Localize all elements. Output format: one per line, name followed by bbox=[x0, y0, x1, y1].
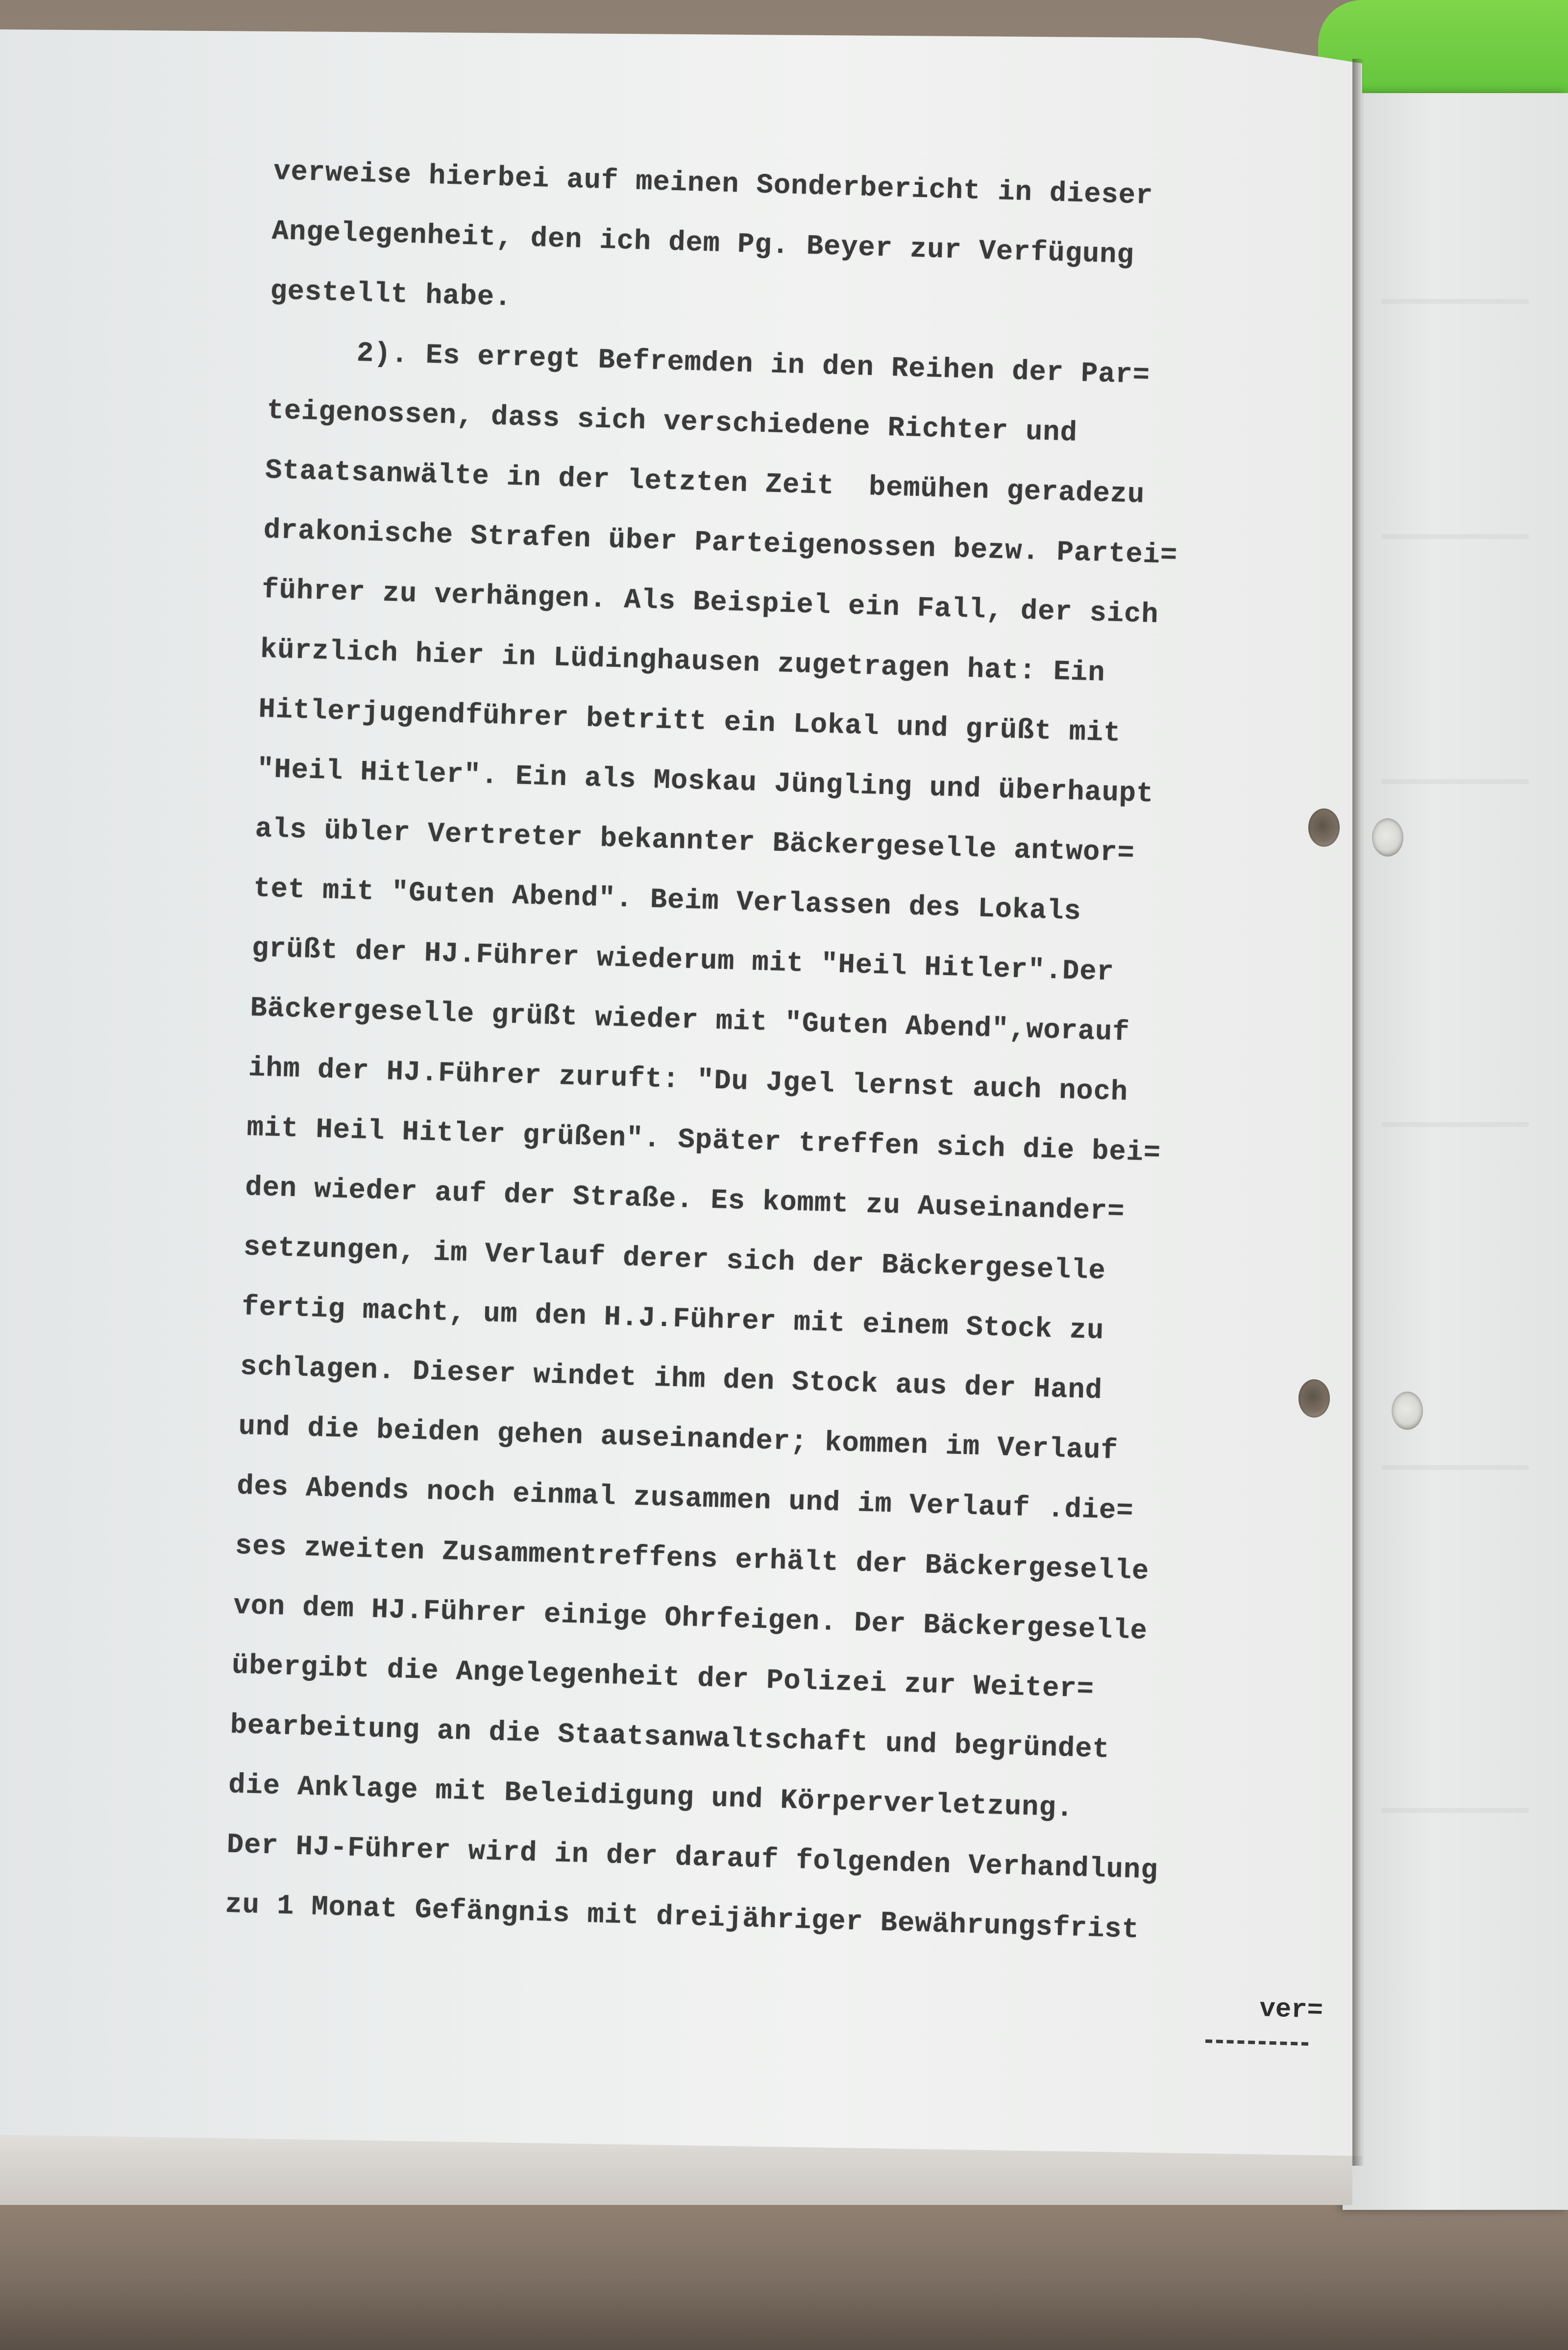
text-line: von dem HJ.Führer einige Ohrfeigen. Der Bäckergeselle bbox=[233, 1590, 1148, 1647]
text-line: führer zu verhängen. Als Beispiel ein Fall, der sich bbox=[261, 574, 1159, 631]
text-line: als übler Vertreter bekannter Bäckergeselle antwor= bbox=[254, 813, 1135, 870]
text-line: fertig macht, um den H.J.Führer mit einem Stock zu bbox=[241, 1292, 1105, 1347]
bleed-through-mark bbox=[1382, 1465, 1529, 1470]
text-line: die Anklage mit Beleidigung und Körperverletzung. bbox=[228, 1769, 1074, 1825]
text-line: Der HJ-Führer wird in der darauf folgenden Verhandlung bbox=[226, 1829, 1159, 1887]
text-line: den wieder auf der Straße. Es kommt zu Auseinander= bbox=[245, 1172, 1126, 1228]
punch-hole bbox=[1372, 818, 1403, 857]
text-line: grüßt der HJ.Führer wiederum mit "Heil Hitler".Der bbox=[251, 933, 1115, 989]
bleed-through-mark bbox=[1382, 1808, 1529, 1813]
text-line: Hitlerjugendführer betritt ein Lokal und grüßt mit bbox=[258, 694, 1122, 750]
text-line: zu 1 Monat Gefängnis mit dreijähriger Bewährungsfrist bbox=[224, 1889, 1140, 1946]
text-line: Bäckergeselle grüßt wieder mit "Guten Abend",worauf bbox=[249, 993, 1130, 1049]
bleed-through-mark bbox=[1382, 534, 1529, 539]
bleed-through-mark bbox=[1382, 779, 1529, 784]
text-line: teigenossen, dass sich verschiedene Richter und bbox=[266, 395, 1078, 449]
paragraph-start-line: 2). Es erregt Befremden in den Reihen der Par= bbox=[356, 338, 1151, 392]
text-line: und die beiden gehen auseinander; kommen im Verlauf bbox=[238, 1411, 1119, 1468]
bleed-through-mark bbox=[1382, 299, 1529, 304]
text-line: des Abends noch einmal zusammen und im Verlauf .die= bbox=[236, 1470, 1134, 1528]
typewritten-text bbox=[224, 142, 1352, 1965]
text-line: kürzlich hier in Lüdinghausen zugetragen hat: Ein bbox=[260, 634, 1106, 689]
punch-hole bbox=[1392, 1392, 1423, 1430]
text-line: "Heil Hitler". Ein als Moskau Jüngling und überhaupt bbox=[256, 754, 1154, 810]
text-line: tet mit "Guten Abend". Beim Verlassen des Lokals bbox=[253, 873, 1082, 928]
text-line: drakonische Strafen über Parteigenossen bezw. Partei= bbox=[263, 514, 1178, 572]
text-line: bearbeitung an die Staatsanwaltschaft und begründet bbox=[229, 1710, 1110, 1766]
text-line: ses zweiten Zusammentreffens erhält der Bäckergeselle bbox=[235, 1530, 1150, 1588]
catchword: ver= bbox=[1259, 1994, 1323, 2026]
text-line: gestellt habe. bbox=[270, 275, 513, 314]
underlying-sheet bbox=[1343, 93, 1568, 2210]
text-line: ihm der HJ.Führer zuruft: "Du Jgel lernst auch noch bbox=[248, 1053, 1128, 1109]
text-line: schlagen. Dieser windet ihm den Stock aus der Hand bbox=[240, 1351, 1103, 1407]
text-line: setzungen, im Verlauf derer sich der Bäckergeselle bbox=[243, 1232, 1106, 1288]
text-line: übergibt die Angelegenheit der Polizei zur Weiter= bbox=[231, 1650, 1095, 1706]
text-line: mit Heil Hitler grüßen". Später treffen sich die bei= bbox=[246, 1112, 1161, 1170]
text-line: Staatsanwälte in der letzten Zeit bemühen geradezu bbox=[265, 455, 1145, 511]
text-line: Angelegenheit, den ich dem Pg. Beyer zur Verfügung bbox=[271, 216, 1135, 272]
page-edge-shadow bbox=[1352, 59, 1364, 2166]
text-line: verweise hierbei auf meinen Sonderbericht in dieser bbox=[273, 156, 1153, 213]
bleed-through-mark bbox=[1382, 1122, 1529, 1127]
